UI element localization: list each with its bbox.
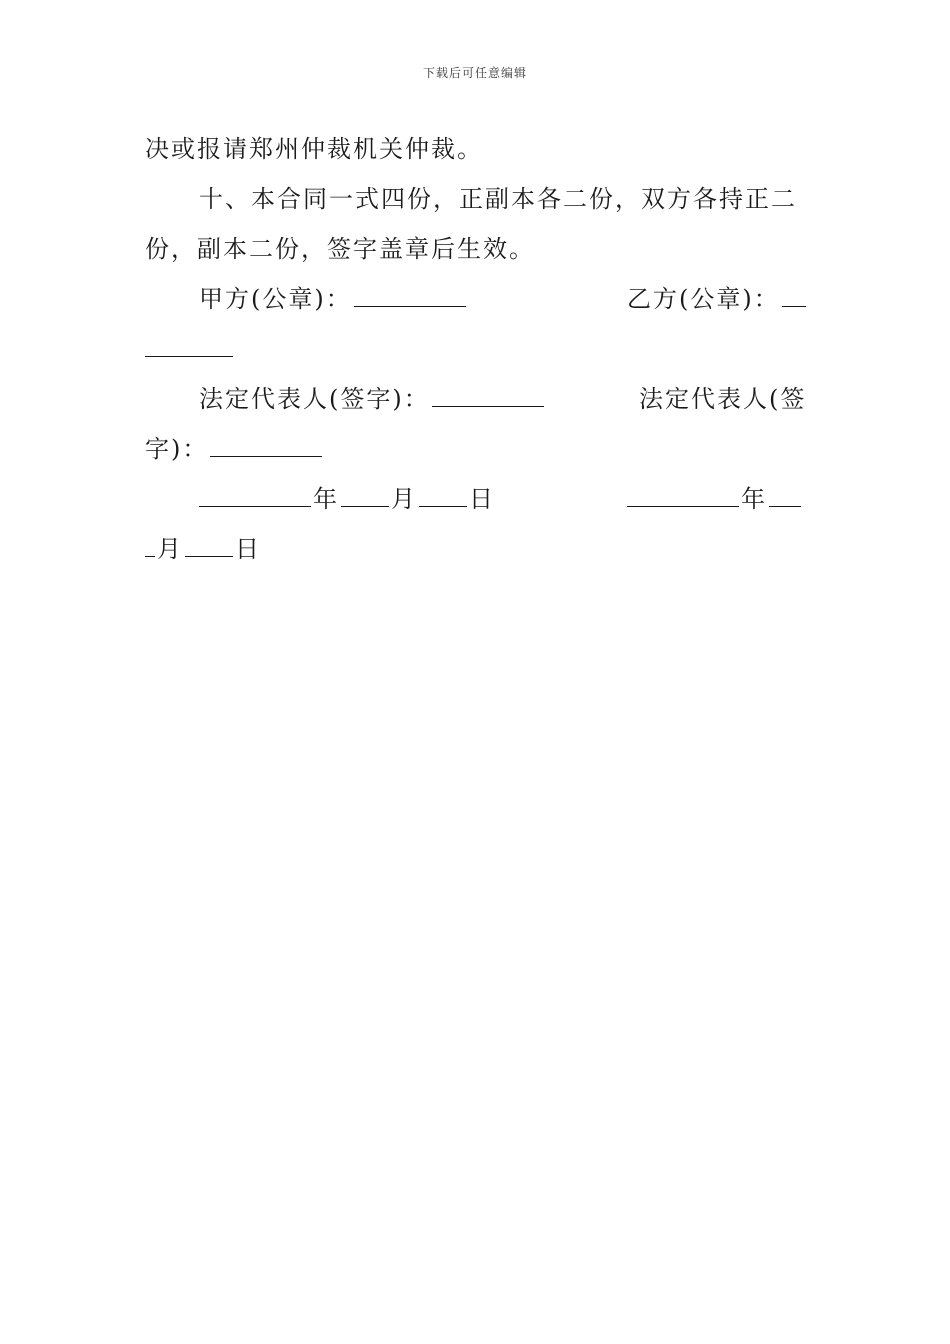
page-header: 下载后可任意编辑 bbox=[422, 66, 527, 80]
party-a-month-label: 月 bbox=[391, 485, 417, 513]
party-b-seal-continuation bbox=[145, 334, 235, 364]
party-a-rep-label: 法定代表人(签字)： bbox=[199, 385, 430, 413]
party-b-date-line bbox=[627, 484, 803, 514]
party-a-rep-line bbox=[199, 384, 546, 414]
party-a-month-blank[interactable] bbox=[341, 486, 389, 507]
party-b-rep-blank[interactable] bbox=[210, 436, 322, 457]
party-b-day-label: 日 bbox=[235, 535, 261, 563]
party-b-rep-line bbox=[639, 384, 806, 414]
party-b-year-blank[interactable] bbox=[627, 486, 739, 507]
party-b-rep-label-part2: 字)： bbox=[145, 435, 209, 463]
party-b-date-continuation bbox=[145, 534, 261, 564]
party-a-seal-blank[interactable] bbox=[354, 286, 466, 307]
paragraph-line-arbitration: 决或报请郑州仲裁机关仲裁。 bbox=[145, 135, 483, 163]
party-b-month-blank-start[interactable] bbox=[769, 486, 801, 507]
party-b-year-label: 年 bbox=[741, 485, 767, 513]
party-b-rep-continuation bbox=[145, 434, 324, 464]
paragraph-10-line-2: 份，副本二份，签字盖章后生效。 bbox=[145, 235, 535, 263]
party-a-seal-line bbox=[199, 284, 468, 314]
party-b-month-label: 月 bbox=[157, 535, 183, 563]
party-b-seal-line bbox=[627, 284, 808, 314]
party-a-rep-blank[interactable] bbox=[432, 386, 544, 407]
party-a-date-line bbox=[199, 484, 495, 514]
party-b-seal-blank-end[interactable] bbox=[145, 336, 233, 357]
party-a-seal-label: 甲方(公章)： bbox=[199, 285, 352, 313]
party-b-month-blank-end[interactable] bbox=[145, 536, 155, 557]
paragraph-10-line-1: 十、本合同一式四份，正副本各二份，双方各持正二 bbox=[199, 185, 797, 213]
party-b-day-blank[interactable] bbox=[185, 536, 233, 557]
party-b-rep-label-part1: 法定代表人(签 bbox=[639, 385, 807, 413]
party-a-year-label: 年 bbox=[313, 485, 339, 513]
party-a-day-label: 日 bbox=[469, 485, 495, 513]
party-a-year-blank[interactable] bbox=[199, 486, 311, 507]
party-a-day-blank[interactable] bbox=[419, 486, 467, 507]
party-b-seal-label: 乙方(公章)： bbox=[627, 285, 780, 313]
party-b-seal-blank-start[interactable] bbox=[782, 286, 806, 307]
